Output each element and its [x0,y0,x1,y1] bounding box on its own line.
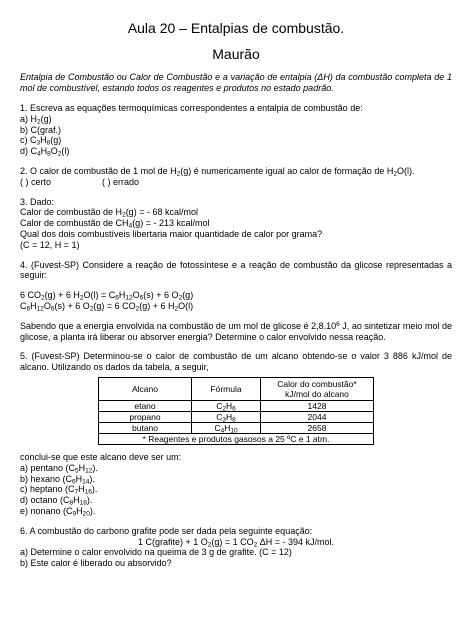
question-3-masses: (C = 12, H = 1) [20,239,80,250]
author-name: Maurão [212,46,260,62]
question-1-item-c: c) $C_3H_8(g)$ [20,135,62,147]
question-2-options [20,177,452,188]
question-4 [20,260,452,343]
alkane-table [98,377,374,445]
table-header-row [99,377,374,400]
table-row [99,400,374,411]
question-1-item-a: a) $H_2(g)$ [20,113,52,126]
table-cell-alkane: propano [99,411,192,422]
question-6-item-a: a) Determine o calor envolvido na queima de 3 g de grafite. (C = 12) [20,547,292,558]
option-errado: ( ) errado [102,176,140,187]
question-6-item-b: b) Este calor é liberado ou absorvido? [20,558,172,569]
table-cell-value: 2044 [261,411,374,422]
question-3-question: Qual dos dois combustíveis libertaria maior quantidade de calor por grama? [20,228,323,239]
table-cell-formula: $C_4H_{10}$ [192,422,261,433]
question-3-data-h2: Calor de combustão de $H_2(g)$ = - 68 kcal/mol [20,207,198,219]
table-cell-formula: $C_3H_8$ [192,411,261,422]
question-5-conclusion: conclui-se que este alcano deve ser um: [20,451,182,462]
question-5-option-d: d) octano $(C_8H_{18})$. [20,495,93,507]
question-6 [20,526,452,569]
question-5-option-b: b) hexano $(C_6H_{14})$. [20,473,95,486]
question-2 [20,166,452,188]
table-footnote-row [99,433,374,444]
question-2-statement: 2. O calor de combustão de 1 mol de $H_2(g)$ é numericamente igual ao calor de formação de $H_2O(l)$. [20,165,415,178]
question-3-heading: 3. Dado: [20,196,55,207]
table-row [99,411,374,422]
table-cell-alkane: etano [99,400,192,411]
question-1 [20,103,452,157]
question-5-statement: 5. (Fuvest-SP) Determinou-se o calor de combustão de um alcano obtendo-se o valor 3 886 kJ/mol de alcano. Utilizando os dados da tabela, a seguir, [20,351,452,373]
question-1-statement: 1. Escreva as equações termoquímicas correspondentes a entalpia de combustão de: [20,103,363,113]
question-3-data-ch4: Calor de combustão de $CH_4(g)$ = - 213 kcal/mol [20,218,210,230]
table-row [99,422,374,433]
table-cell-alkane: butano [99,422,192,433]
question-5-option-a: a) pentano $(C_5H_{12})$. [20,462,98,475]
question-5-option-c: c) heptano $(C_7H_{16})$. [20,484,98,496]
question-1-item-d: d) $C_4H_8O_2(l)$ [20,146,70,158]
table-cell-formula: $C_2H_6$ [192,400,261,411]
question-5 [20,351,452,516]
option-certo: ( ) certo [20,176,52,187]
table-header-formula: Fórmula [192,377,261,400]
page-title: Aula 20 – Entalpias de combustão. [127,20,345,36]
question-3 [20,197,452,251]
question-4-problem: Sabendo que a energia envolvida na combustão de um mol de glicose é 2,8.10$^6$ J, ao sintetizar meio mol de glicose, a planta irá liberar ou absorver energia? Determine o calor envolvido nessa reação. [20,320,452,342]
question-5-option-e: e) nonano $(C_9H_{20})$. [20,505,96,518]
question-1-item-b: b) C(graf.) [20,124,62,135]
question-4-statement: 4. (Fuvest-SP) Considere a reação de fotossíntese e a reação de combustão da glicose representadas a seguir: [20,259,452,281]
intro-definition: Entalpia de Combustão ou Calor de Combustão e a variação de entalpia (ΔH) da combustão completa de 1 mol de combustível, estando todos os reagentes e produtos no estado padrão. [20,72,452,93]
graphite-combustion-equation: 1 C(grafite) + 1 $O_2(g) = 1$ $CO_2$ ΔH = - 394 kJ/mol. [137,536,335,549]
photosynthesis-equation: 6 $CO_2(g) + 6$ $H_2O(l) = C_6H_{12}O_6(s) + 6$ $O_2(g)$ [20,290,194,302]
table-header-calor: Calor do combustão* kJ/mol do alcano [261,377,374,400]
table-header-alcano: Alcano [99,377,192,400]
combustion-equation: $C_6H_{12}O_6(s) + 6$ $O_2(g) = 6$ $CO_2(g) + 6$ $H_2O(l)$ [20,300,194,313]
table-cell-value: 2658 [261,422,374,433]
table-cell-value: 1428 [261,400,374,411]
question-6-statement: 6. A combustão do carbono grafite pode ser dada pela seguinte equação: [20,525,313,536]
table-footnote: * Reagentes e produtos gasosos a 25 ºC e 1 atm. [99,433,374,444]
